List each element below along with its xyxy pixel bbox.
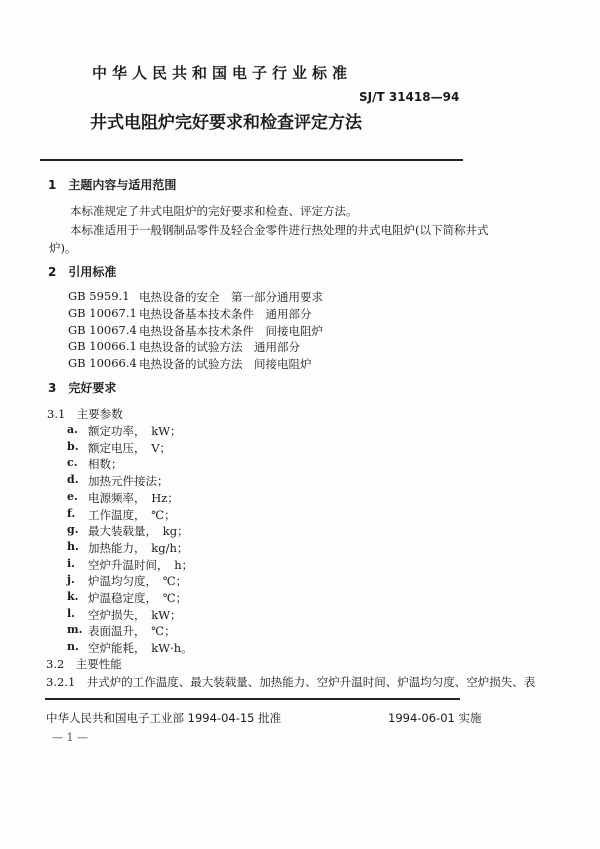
- parameter-item: 相数；: [88, 457, 123, 472]
- parameter-item: 炉温均匀度， ℃；: [88, 574, 188, 589]
- reference-code: GB 10067.1: [68, 305, 137, 320]
- parameter-item: 工作温度， ℃；: [88, 507, 176, 522]
- parameter-letter: d.: [67, 473, 79, 487]
- reference-code: GB 10066.4: [68, 356, 137, 371]
- parameter-letter: e.: [67, 489, 78, 503]
- parameter-item: 最大装载量， kg；: [88, 524, 189, 539]
- reference-title: 电热设备的安全 第一部分通用要求: [139, 290, 323, 304]
- reference-code: GB 10066.1: [68, 339, 137, 354]
- parameter-letter: j.: [67, 573, 75, 587]
- parameter-letter: a.: [67, 423, 78, 436]
- parameter-item: 加热能力， kg/h；: [88, 540, 189, 555]
- reference-title: 电热设备基本技术条件 通用部分: [139, 306, 312, 321]
- top-divider: [40, 159, 463, 161]
- parameter-item: 炉温稳定度， ℃；: [88, 591, 188, 605]
- paragraph: 本标准规定了井式电阻炉的完好要求和检查、评定方法。: [70, 204, 358, 218]
- approval-line: 中华人民共和国电子工业部 1994-04-15 批准: [46, 711, 282, 725]
- parameter-letter: k.: [67, 590, 79, 603]
- bottom-divider: [45, 698, 460, 700]
- standard-organization: 中华人民共和国电子行业标准: [92, 64, 353, 82]
- subsection-3-1: 3.1 主要参数: [47, 407, 123, 421]
- parameter-letter: b.: [67, 439, 79, 453]
- parameter-letter: m.: [67, 623, 83, 637]
- parameter-letter: f.: [67, 506, 76, 520]
- paragraph: 炉)。: [49, 241, 77, 255]
- subsection-3-2: 3.2 主要性能: [46, 657, 122, 671]
- reference-title: 电热设备的试验方法 间接电阻炉: [139, 357, 312, 372]
- subsection-3-2-1: 3.2.1 井式炉的工作温度、最大装载量、加热能力、空炉升温时间、炉温均匀度、空炉损失、表: [46, 675, 536, 689]
- parameter-letter: i.: [67, 556, 76, 570]
- parameter-letter: h.: [67, 539, 79, 553]
- parameter-item: 空炉升温时间， h；: [88, 557, 194, 572]
- parameter-item: 空炉能耗， kW·h。: [88, 641, 193, 656]
- section-3-heading: 3 完好要求: [48, 381, 117, 395]
- parameter-letter: l.: [67, 606, 76, 620]
- section-1-heading: 1 主题内容与适用范围: [48, 178, 177, 192]
- parameter-item: 空炉损失， kW；: [88, 607, 182, 622]
- reference-title: 电热设备基本技术条件 间接电阻炉: [139, 323, 323, 338]
- parameter-item: 额定功率， kW；: [88, 424, 182, 438]
- parameter-item: 电源频率， Hz；: [88, 490, 179, 505]
- parameter-letter: n.: [67, 640, 79, 654]
- section-2-heading: 2 引用标准: [48, 265, 117, 279]
- effective-date: 1994-06-01 实施: [388, 711, 482, 725]
- parameter-item: 额定电压， V；: [88, 440, 172, 455]
- reference-code: GB 5959.1: [68, 289, 130, 303]
- parameter-item: 表面温升， ℃；: [88, 624, 176, 639]
- parameter-item: 加热元件接法；: [88, 474, 169, 489]
- parameter-letter: c.: [67, 456, 78, 470]
- paragraph: 本标准适用于一般钢制品零件及轻合金零件进行热处理的井式电阻炉(以下简称井式: [70, 223, 489, 237]
- parameter-letter: g.: [67, 523, 79, 537]
- reference-code: GB 10067.4: [68, 322, 137, 337]
- document-title: 井式电阻炉完好要求和检查评定方法: [90, 113, 362, 133]
- reference-title: 电热设备的试验方法 通用部分: [139, 340, 300, 355]
- standard-code: SJ/T 31418—94: [359, 90, 460, 104]
- page-number: — 1 —: [52, 731, 88, 744]
